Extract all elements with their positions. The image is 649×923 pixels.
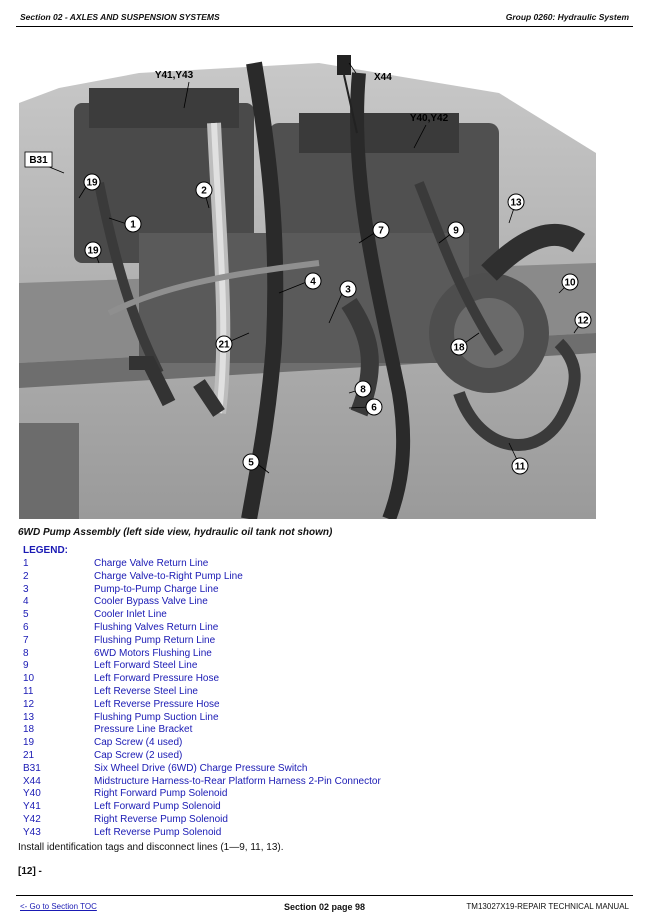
- legend-key: X44: [23, 775, 41, 787]
- svg-text:19: 19: [86, 177, 98, 189]
- header-group-title: Group 0260: Hydraulic System: [505, 12, 629, 22]
- legend-key: 2: [23, 570, 29, 582]
- legend-key: 7: [23, 634, 29, 646]
- legend-key: Y42: [23, 813, 41, 825]
- svg-text:19: 19: [87, 245, 99, 257]
- legend-description: Left Reverse Steel Line: [94, 685, 198, 697]
- legend-key: 10: [23, 673, 35, 685]
- legend-description: 6WD Motors Flushing Line: [94, 647, 212, 659]
- svg-text:6: 6: [371, 402, 377, 414]
- legend-key: 12: [23, 698, 35, 710]
- callout-4: [305, 273, 321, 289]
- page-footer: [16, 895, 633, 916]
- legend-description: Midstructure Harness-to-Rear Platform Harness 2-Pin Connector: [94, 775, 381, 787]
- svg-text:13: 13: [510, 197, 522, 209]
- manual-title: TM13027X19-REPAIR TECHNICAL MANUAL: [466, 902, 629, 911]
- legend-key: 13: [23, 711, 35, 723]
- x44-tag-text: X44: [374, 72, 392, 83]
- instruction-text: Install identification tags and disconnect lines (1—9, 11, 13).: [18, 842, 284, 853]
- callout-8: [355, 381, 371, 397]
- pump-assembly-illustration: [19, 33, 596, 519]
- svg-text:4: 4: [310, 276, 316, 288]
- legend-description: Six Wheel Drive (6WD) Charge Pressure Switch: [94, 762, 308, 774]
- legend-key: 4: [23, 596, 29, 608]
- page-number: Section 02 page 98: [283, 902, 366, 912]
- legend-description: Flushing Pump Suction Line: [94, 711, 219, 723]
- legend-key: B31: [23, 762, 41, 774]
- legend-description: Right Reverse Pump Solenoid: [94, 813, 228, 825]
- svg-text:11: 11: [514, 461, 526, 473]
- legend-description: Left Forward Pressure Hose: [94, 673, 220, 685]
- y40-y42-tag-text: Y40,Y42: [409, 113, 449, 124]
- legend-description: Flushing Valves Return Line: [94, 621, 219, 633]
- legend-description: Cooler Inlet Line: [94, 609, 167, 621]
- svg-text:5: 5: [248, 457, 254, 469]
- callout-13: [508, 194, 524, 210]
- figure-caption: 6WD Pump Assembly (left side view, hydraulic oil tank not shown): [18, 527, 333, 538]
- header-section-title: Section 02 - AXLES AND SUSPENSION SYSTEMS: [20, 12, 220, 22]
- legend-key: 9: [23, 660, 29, 672]
- svg-text:21: 21: [218, 339, 230, 351]
- legend-description: Flushing Pump Return Line: [94, 634, 216, 646]
- callout-7: [373, 222, 389, 238]
- svg-text:2: 2: [201, 185, 207, 197]
- svg-text:3: 3: [345, 284, 351, 296]
- legend-key: 18: [23, 724, 35, 736]
- callout-19-lower: [85, 242, 101, 258]
- legend-description: Charge Valve Return Line: [94, 558, 209, 569]
- callout-1: [125, 216, 141, 232]
- svg-text:18: 18: [453, 342, 465, 354]
- legend-description: Pressure Line Bracket: [94, 724, 193, 736]
- step-marker: [12] -: [18, 866, 42, 877]
- callout-3: [340, 281, 356, 297]
- legend-key: 3: [23, 583, 29, 595]
- callout-5: [243, 454, 259, 470]
- legend-key: 5: [23, 609, 29, 621]
- page-header: [16, 10, 633, 27]
- svg-text:10: 10: [564, 277, 576, 289]
- legend-key: 19: [23, 737, 35, 749]
- svg-text:7: 7: [378, 225, 384, 237]
- legend-description: Cap Screw (4 used): [94, 737, 183, 749]
- legend-description: Pump-to-Pump Charge Line: [94, 583, 219, 595]
- legend-key: 11: [23, 685, 34, 697]
- callout-21: [216, 336, 232, 352]
- legend-description: Left Reverse Pump Solenoid: [94, 826, 222, 838]
- legend-key: 21: [23, 749, 35, 761]
- legend-description: Left Forward Steel Line: [94, 660, 198, 672]
- callout-18: [451, 339, 467, 355]
- callout-10: [562, 274, 578, 290]
- callout-12: [575, 312, 591, 328]
- svg-text:9: 9: [453, 225, 459, 237]
- legend-key: 6: [23, 621, 29, 633]
- legend-description: Left Reverse Pressure Hose: [94, 698, 220, 710]
- svg-text:1: 1: [130, 219, 136, 231]
- legend-key: Y40: [23, 788, 41, 800]
- legend-description: Right Forward Pump Solenoid: [94, 788, 228, 800]
- legend-description: Cooler Bypass Valve Line: [94, 596, 208, 608]
- legend-heading: LEGEND:: [23, 545, 68, 556]
- callout-19-upper: [84, 174, 100, 190]
- legend-key: 8: [23, 647, 29, 659]
- legend-key: Y41: [23, 801, 41, 813]
- svg-text:12: 12: [577, 315, 589, 327]
- callout-9: [448, 222, 464, 238]
- legend-description: Cap Screw (2 used): [94, 749, 183, 761]
- callout-6: [366, 399, 382, 415]
- callout-11: [512, 458, 528, 474]
- legend-description: Left Forward Pump Solenoid: [94, 801, 221, 813]
- legend-description: Charge Valve-to-Right Pump Line: [94, 570, 243, 582]
- go-to-section-toc-link[interactable]: <- Go to Section TOC: [20, 902, 97, 911]
- b31-tag-text: B31: [29, 155, 48, 166]
- svg-text:8: 8: [360, 384, 366, 396]
- legend-key: 1: [23, 558, 29, 569]
- y41-y43-tag-text: Y41,Y43: [154, 70, 194, 81]
- legend-key: Y43: [23, 826, 41, 838]
- callout-2: [196, 182, 212, 198]
